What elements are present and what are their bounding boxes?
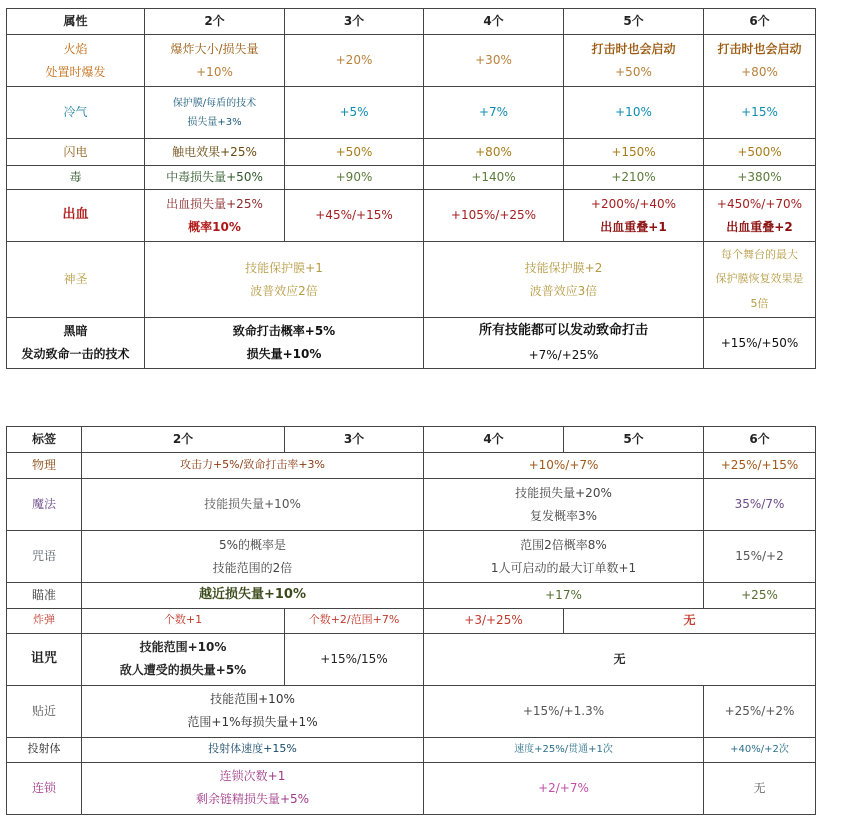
value-cell: 个数+1	[82, 608, 285, 633]
cell-text: 波普效应3倍	[529, 283, 598, 298]
table-row	[7, 190, 816, 242]
header-cell: 6个	[704, 427, 816, 453]
value-cell: 投射体速度+15%	[82, 737, 424, 762]
row-label-cell: 连锁	[7, 762, 82, 814]
row-label-cell: 投射体	[7, 737, 82, 762]
row-label: 毒	[69, 170, 82, 185]
value-cell	[82, 762, 424, 814]
value-cell	[704, 190, 816, 242]
value-cell: 攻击力+5%/致命打击率+3%	[82, 453, 424, 479]
cell-text: 爆炸大小/损失量	[170, 41, 259, 56]
table-row	[7, 35, 816, 87]
value-cell: +7%	[424, 87, 564, 139]
value-cell	[82, 685, 424, 737]
cell-text: +450%/+70%	[716, 196, 803, 211]
value-cell: +15%/15%	[285, 633, 424, 685]
cell-text: 技能损失量+20%	[515, 485, 612, 500]
header-cell: 3个	[285, 427, 424, 453]
cell-text: 出血重叠+2	[726, 219, 793, 234]
header-cell: 4个	[424, 427, 564, 453]
row-label: 闪电	[63, 144, 88, 159]
cell-text: 所有技能都可以发动致命打击	[478, 323, 648, 339]
value-cell: 无	[564, 608, 816, 633]
cell-text: +10%	[196, 64, 233, 79]
cell-text: 保护膜/每盾的技术	[172, 97, 257, 109]
row-label-cell	[7, 139, 145, 166]
table-row	[7, 87, 816, 139]
value-cell: +3/+25%	[424, 608, 564, 633]
cell-text: 每个舞台的最大	[721, 248, 798, 262]
tag-bonus-table	[6, 426, 816, 815]
cell-text: +80%	[741, 64, 778, 79]
cell-text: 概率10%	[188, 219, 241, 234]
value-cell: +45%/+15%	[285, 190, 424, 242]
cell-text: +7%/+25%	[528, 347, 599, 362]
value-cell	[424, 318, 704, 369]
row-label: 出血	[62, 207, 89, 223]
value-cell	[564, 35, 704, 87]
cell-text: +200%/+40%	[590, 196, 677, 211]
table-row	[7, 453, 816, 479]
attribute-bonus-table	[6, 8, 816, 369]
cell-text: 复发概率3%	[529, 508, 598, 523]
value-cell: 15%/+2	[704, 531, 816, 583]
header-cell: 6个	[704, 9, 816, 35]
value-cell: 技能损失量+10%	[82, 479, 424, 531]
cell-text: 剩余链精损失量+5%	[195, 792, 310, 807]
value-cell: +10%/+7%	[424, 453, 704, 479]
row-sublabel: 处置时爆发	[45, 64, 106, 79]
cell-text: 致命打击概率+5%	[232, 324, 336, 339]
value-cell	[145, 87, 285, 139]
header-cell: 5个	[564, 9, 704, 35]
table-row	[7, 531, 816, 583]
value-cell: 个数+2/范围+7%	[285, 608, 424, 633]
header-cell: 4个	[424, 9, 564, 35]
value-cell: +50%	[285, 139, 424, 166]
cell-text: 技能范围+10%	[139, 640, 227, 655]
row-label-cell	[7, 318, 145, 369]
row-label: 黑暗	[63, 324, 88, 339]
cell-text: 技能保护膜+1	[245, 260, 323, 275]
header-cell: 5个	[564, 427, 704, 453]
value-cell: +2/+7%	[424, 762, 704, 814]
value-cell: +380%	[704, 166, 816, 190]
value-cell	[424, 479, 704, 531]
row-label-cell: 瞄准	[7, 583, 82, 609]
cell-text: 打击时也会启动	[717, 41, 802, 56]
cell-text: 范围+1%每损失量+1%	[187, 715, 318, 730]
row-label-cell: 物理	[7, 453, 82, 479]
value-cell: +140%	[424, 166, 564, 190]
row-label-cell	[7, 242, 145, 318]
cell-text: 敌人遭受的损失量+5%	[119, 663, 247, 678]
value-cell: +90%	[285, 166, 424, 190]
table-row	[7, 633, 816, 685]
table-row	[7, 737, 816, 762]
value-cell	[145, 318, 424, 369]
value-cell: +20%	[285, 35, 424, 87]
value-cell: +150%	[564, 139, 704, 166]
value-cell: +105%/+25%	[424, 190, 564, 242]
value-cell: +80%	[424, 139, 564, 166]
value-cell	[145, 190, 285, 242]
header-cell: 3个	[285, 9, 424, 35]
header-row	[7, 427, 816, 453]
value-cell: +25%/+15%	[704, 453, 816, 479]
table-row	[7, 318, 816, 369]
value-cell: +25%/+2%	[704, 685, 816, 737]
table-row	[7, 608, 816, 633]
row-label-cell: 魔法	[7, 479, 82, 531]
table-row	[7, 242, 816, 318]
table-row	[7, 479, 816, 531]
row-label: 火焰	[63, 41, 88, 56]
row-label: 神圣	[63, 272, 88, 287]
cell-text: 波普效应2倍	[250, 283, 318, 298]
value-cell	[82, 531, 424, 583]
row-label-cell: 咒语	[7, 531, 82, 583]
value-cell	[82, 633, 285, 685]
row-label-cell	[7, 190, 145, 242]
row-label-cell: 贴近	[7, 685, 82, 737]
value-cell	[145, 242, 424, 318]
value-cell	[704, 35, 816, 87]
cell-text: +50%	[615, 64, 652, 79]
value-cell: +15%	[704, 87, 816, 139]
row-label-cell	[7, 87, 145, 139]
cell-text: 连锁次数+1	[219, 769, 286, 784]
cell-text: 打击时也会启动	[591, 41, 676, 56]
table-row	[7, 762, 816, 814]
value-cell: +15%/+50%	[704, 318, 816, 369]
header-cell: 2个	[145, 9, 285, 35]
cell-text: 5%的概率是	[218, 537, 287, 552]
table-row	[7, 685, 816, 737]
cell-text: 技能保护膜+2	[524, 260, 603, 275]
value-cell: +210%	[564, 166, 704, 190]
cell-text: 出血损失量+25%	[166, 196, 263, 211]
row-label: 冷气	[63, 105, 88, 120]
value-cell	[704, 242, 816, 318]
header-cell: 属性	[7, 9, 145, 35]
value-cell: 越近损失量+10%	[82, 583, 424, 609]
cell-text: 范围2倍概率8%	[520, 537, 607, 552]
row-label-cell: 诅咒	[7, 633, 82, 685]
value-cell	[424, 242, 704, 318]
value-cell	[564, 190, 704, 242]
value-cell	[145, 35, 285, 87]
value-cell: 无	[704, 762, 816, 814]
value-cell: +10%	[564, 87, 704, 139]
value-cell: 触电效果+25%	[145, 139, 285, 166]
cell-text: 保护膜恢复效果是	[715, 272, 804, 286]
row-sublabel: 发动致命一击的技术	[21, 347, 130, 361]
value-cell: 无	[424, 633, 816, 685]
cell-text: 技能范围的2倍	[212, 560, 293, 575]
value-cell	[424, 531, 704, 583]
row-label-cell: 炸弹	[7, 608, 82, 633]
value-cell: +15%/+1.3%	[424, 685, 704, 737]
row-label-cell	[7, 166, 145, 190]
value-cell: +5%	[285, 87, 424, 139]
table-row	[7, 139, 816, 166]
value-cell: +500%	[704, 139, 816, 166]
cell-text: 损失量+3%	[187, 116, 242, 128]
value-cell: +25%	[704, 583, 816, 609]
header-cell: 标签	[7, 427, 82, 453]
cell-text: 技能范围+10%	[210, 692, 295, 707]
value-cell: 速度+25%/贯通+1次	[424, 737, 704, 762]
value-cell: +30%	[424, 35, 564, 87]
cell-text: 5倍	[750, 296, 769, 310]
header-row	[7, 9, 816, 35]
table-row	[7, 583, 816, 609]
header-cell: 2个	[82, 427, 285, 453]
row-label-cell	[7, 35, 145, 87]
value-cell: 35%/7%	[704, 479, 816, 531]
value-cell: +40%/+2次	[704, 737, 816, 762]
cell-text: 出血重叠+1	[600, 219, 667, 234]
cell-text: 1人可启动的最大订单数+1	[490, 560, 637, 575]
cell-text: 损失量+10%	[246, 347, 322, 361]
value-cell: +17%	[424, 583, 704, 609]
value-cell: 中毒损失量+50%	[145, 166, 285, 190]
table-row	[7, 166, 816, 190]
